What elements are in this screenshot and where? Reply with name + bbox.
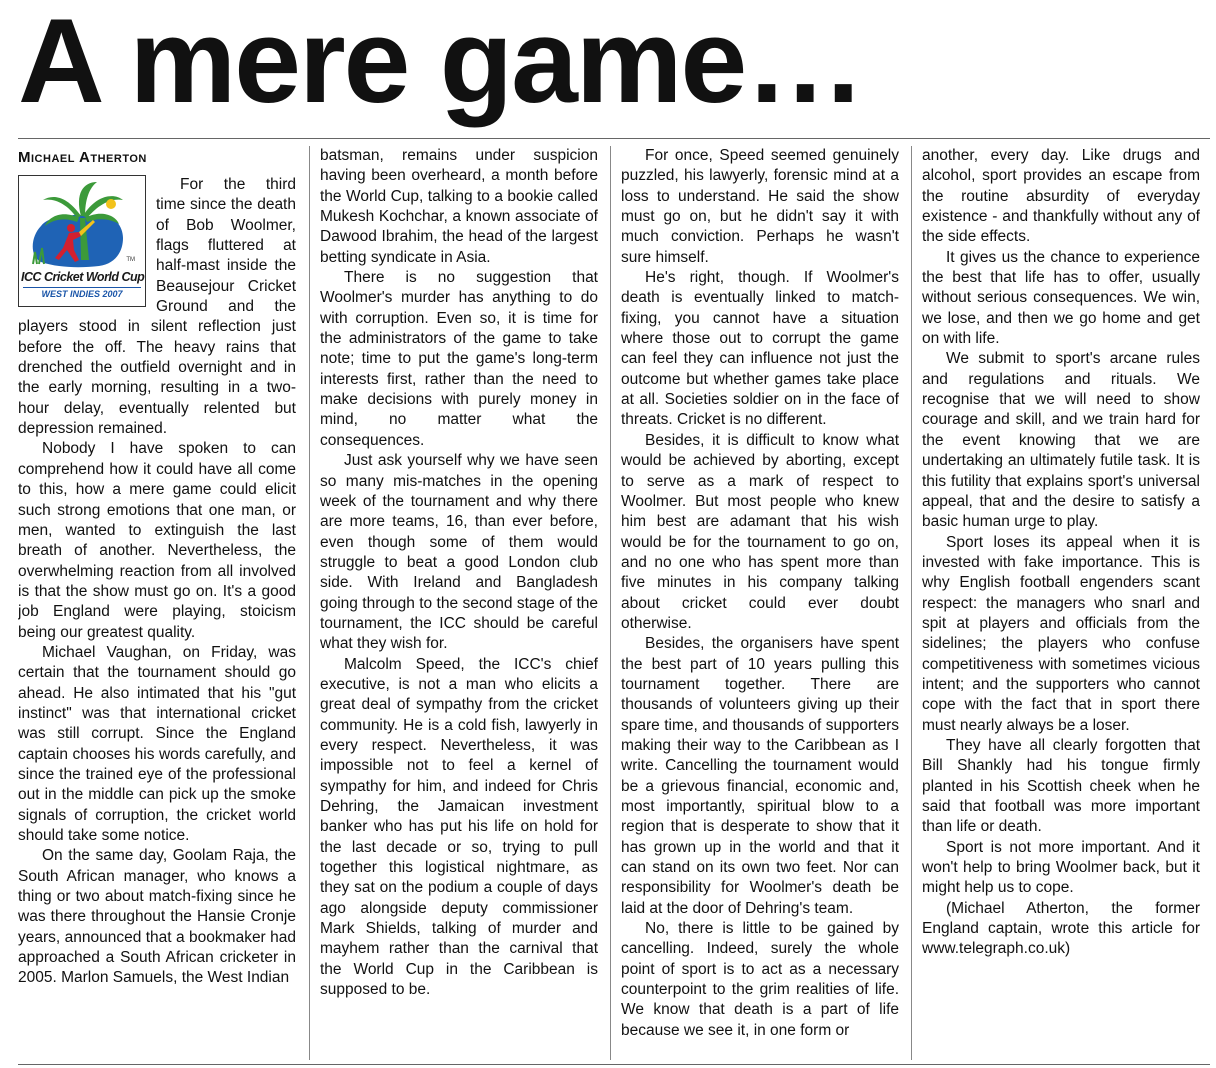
logo-title: ICC Cricket World Cup: [21, 270, 145, 284]
paragraph: We submit to sport's arcane rules and regulations and rituals. We recognise that we will need to show courage and skill, and we train hard for the event knowing that we are undertaking an ultimately futile task. It is this futility that explains sport's universal appeal, that and the desire to satisfy a basic human urge to play.: [922, 350, 1200, 531]
article-column-4: [922, 146, 1200, 1064]
paragraph: He's right, though. If Woolmer's death is eventually linked to match-fixing, you cannot have a situation where those out to corrupt the game can feel they can influence not just the outcome but whether games take place at all. Societies soldier on in the face of threats. Cricket is no different.: [621, 269, 899, 429]
paragraph: batsman, remains under suspicion having been overheard, a month before the World Cup, talking to a bookie called Mukesh Kochchar, a known associate of Dawood Ibrahim, the head of the largest betting syndicate in Asia.: [320, 147, 598, 266]
bottom-rule: [18, 1064, 1210, 1065]
paragraph: Sport loses its appeal when it is invested with fake importance. This is why English football engenders scant respect: the managers who snarl and spit at players and officials from the sidelines; the players who confuse competitiveness with sometimes vicious intent; and the supporters who cannot cope with the fact that in sport there must nearly always be a loser.: [922, 533, 1200, 734]
paragraph: Just ask yourself why we have seen so many mis-matches in the opening week of the tournament and why there are more teams, 16, than ever before, even though some of them would struggle to beat a good London club side. With Ireland and Bangladesh going through to the second stage of the tournament, the ICC should be careful what they wish for.: [320, 452, 598, 653]
article-column-2: [320, 146, 598, 1064]
byline: Michael Atherton: [18, 149, 147, 166]
paragraph: For the third time since the death of Bob Woolmer, flags fluttered at half-mast inside the Beausejour Cricket Ground and the players stood in silent reflection just before the off. The heavy rains that drenched the outfield overnight and in the early morning, resulting in a two-hour delay, eventually relented but depression remained.: [18, 176, 296, 438]
headline-rule: [18, 138, 1210, 139]
headline: A mere game…: [18, 0, 864, 128]
paragraph: For once, Speed seemed genuinely puzzled, his lawyerly, forensic mind at a loss to understand. He said the show must go on, but he didn't say it with much conviction. Perhaps he wasn't sure himself.: [621, 147, 899, 266]
column-divider: [610, 146, 611, 1060]
paragraph: Besides, the organisers have spent the best part of 10 years pulling this tournament together. There are thousands of volunteers giving up their spare time, and thousands of supporters making their way to the Caribbean as I write. Cancelling the tournament would be a grievous financial, economic and, most importantly, spiritual blow to a region that is desperate to show that it has grown up in the world and that it can stand on its own two feet. Nor can responsibility for Woolmer's death be laid at the door of Dehring's team.: [621, 635, 899, 917]
paragraph: Nobody I have spoken to can comprehend how it could have all come to this, how a mere game could elicit such strong emotions that one man, or men, wanted to extinguish the last breath of another. Nevertheless, the overwhelming reaction from all involved is that the show must go on. It's a good job England were playing, stoicism being our greatest quality.: [18, 440, 296, 641]
world-cup-logo: [18, 175, 146, 307]
paragraph: On the same day, Goolam Raja, the South African manager, who knows a thing or two about match-fixing since he was there throughout the Hansie Cronje years, announced that a bookmaker had approached a South African cricketer in 2005. Marlon Samuels, the West Indian: [18, 847, 296, 987]
paragraph: (Michael Atherton, the former England captain, wrote this article for www.telegraph.co.uk): [922, 899, 1200, 958]
paragraph: Sport is not more important. And it won't help to bring Woolmer back, but it might help us to cope.: [922, 838, 1200, 897]
paragraph: They have all clearly forgotten that Bill Shankly had his tongue firmly planted in his Scottish cheek when he said that football was more important than life or death.: [922, 736, 1200, 836]
logo-subtitle: WEST INDIES 2007: [23, 287, 141, 300]
paragraph: Besides, it is difficult to know what would be achieved by aborting, except to serve as a mark of respect to Woolmer. But most people who knew him best are adamant that his wish would be for the tournament to go on, and no one who has spent more than five minutes in his company talking about cricket could ever doubt otherwise.: [621, 431, 899, 632]
article-column-3: [621, 146, 899, 1064]
paragraph: No, there is little to be gained by cancelling. Indeed, surely the whole point of sport is to act as a necessary counterpoint to the grim realities of life. We know that death is a part of life because we see it, in one form or: [621, 920, 899, 1039]
paragraph: Michael Vaughan, on Friday, was certain that the tournament should go ahead. He also intimated that his "gut instinct" was that international cricket was still corrupt. Since the England captain chooses his words carefully, and since the trained eye of the professional out in the middle can pick up the smoke signals of corruption, the cricket world should take some notice.: [18, 643, 296, 844]
column-divider: [911, 146, 912, 1060]
paragraph: Malcolm Speed, the ICC's chief executive, is not a man who elicits a great deal of sympathy from the cricket community. He is a cold fish, lawyerly in every respect. Nevertheless, it was impossible not to feel a kernel of sympathy for him, and indeed for Chris Dehring, the Jamaican investment banker who has put his life on hold for the last decade or so, trying to pull together this logistical nightmare, as they sat on the podium a couple of days ago alongside deputy commissioner Mark Shields, talking of murder and mayhem rather than the carnival that the World Cup in the Caribbean is supposed to be.: [320, 655, 598, 999]
paragraph: another, every day. Like drugs and alcohol, sport provides an escape from the routine absurdity of everyday existence - and thankfully without any of the side effects.: [922, 147, 1200, 246]
column-divider: [309, 146, 310, 1060]
paragraph: There is no suggestion that Woolmer's murder has anything to do with corruption. Even so, it is time for the administrators of the game to take note; time to put the game's long-term interests first, rather than the need to make decisions with purely money in mind, no matter what the consequences.: [320, 269, 598, 449]
paragraph: It gives us the chance to experience the best that life has to offer, usually without serious consequences. We win, we lose, and then we go home and get on with life.: [922, 248, 1200, 348]
article-column-1: [18, 148, 296, 1064]
trademark-mark: TM: [126, 257, 135, 263]
